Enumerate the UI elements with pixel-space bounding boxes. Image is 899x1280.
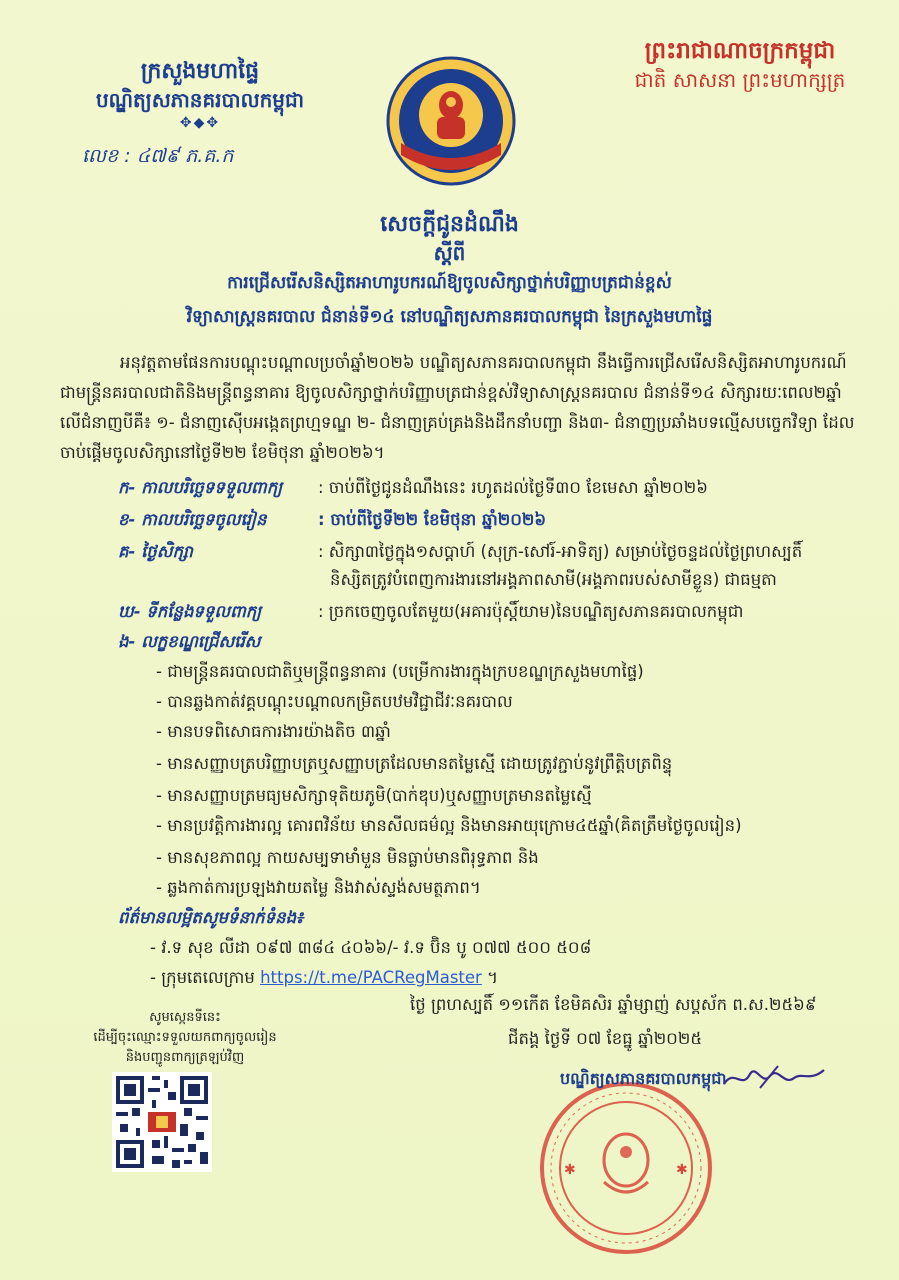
intro-paragraph: អនុវត្តតាមផែនការបណ្តុះបណ្តាលប្រចាំឆ្នាំ២០២៦ បណ្ឌិត្យសភានគរបាលកម្ពុជា នឹងធ្វើការជ្រើសរើសនិស្សិតអាហារូបករណ៍ជាមន្ត្រីនគរបាលជាតិនិងមន្ត្រីពន្ធនាគារ ឱ្យចូលសិក្សាថ្នាក់បរិញ្ញាបត្រជាន់ខ្ពស់វិទ្យាសាស្ត្រនគរបាល ជំនាន់ទី១៤ សិក្សារយៈពេល២ឆ្នាំ លើជំនាញបីគឺ៖ ១- ជំនាញស៊ើបអង្កេតព្រហ្មទណ្ឌ ២- ជំនាញគ្រប់គ្រងនិងដឹកនាំបញ្ជា និង៣- ជំនាញប្រឆាំងបទល្មើសបច្ចេកវិទ្យា ដែលចាប់ផ្តើមចូលសិក្សានៅថ្ងៃទី២២ ខែមិថុនា ឆ្នាំ២០២៦។	[60, 353, 855, 462]
item-start-date	[118, 506, 266, 534]
qr-code-icon[interactable]	[112, 1072, 212, 1172]
item-label: ក- កាលបរិច្ឆេទទទួលពាក្យ	[118, 478, 283, 497]
lunar-date: ថ្ងៃ ព្រហស្បតិ៍ ១១កើត ខែមិគសិរ ឆ្នាំម្សាញ់ សប្តស័ក ព.ស.២៥៦៩	[410, 995, 817, 1014]
signatory-institution: បណ្ឌិត្យសភានគរបាលកម្ពុជា	[560, 1069, 727, 1088]
item-value: : ចាប់ពីថ្ងៃទី២២ ខែមិថុនា ឆ្នាំ២០២៦	[318, 510, 547, 529]
item-label: គ- ថ្ងៃសិក្សា	[118, 542, 193, 561]
telegram-label: - ក្រុមតេលេក្រាម	[150, 968, 255, 987]
contact-phones: - វ.ទ សុខ លីដា ០៩៧ ៣៨៤ ៤០៦៦/- វ.ទ ប៊ិន បូ ០៧៧ ៥០០ ៥០៨	[150, 938, 592, 957]
item-label: ង- លក្ខខណ្ឌជ្រើសរើស	[118, 632, 261, 651]
academy-logo-icon	[385, 55, 517, 187]
qr-note-line2: ដើម្បីចុះឈ្មោះទទួលយកពាក្យចូលរៀន	[93, 1030, 277, 1045]
criteria-item: - មានសញ្ញាបត្របរិញ្ញាបត្រឬសញ្ញាបត្រដែលមានតម្លៃស្មើ ដោយត្រូវភ្ជាប់នូវព្រឹត្តិបត្រពិន្ទុ	[156, 754, 673, 773]
ministry-name: ក្រសួងមហាផ្ទៃ	[140, 59, 260, 84]
header-left	[60, 58, 340, 132]
contact-heading: ព័ត៌មានលម្អិតសូមទំនាក់ទំនង៖	[118, 908, 304, 927]
ornament-divider: ✥◆✥	[179, 115, 221, 131]
telegram-link[interactable]: https://t.me/PACRegMaster	[260, 968, 482, 987]
criteria-item: - មានបទពិសោធការងារយ៉ាងតិច ៣ឆ្នាំ	[156, 722, 391, 741]
item-value: : ច្រកចេញចូលតែមួយ(អគារប៉ុស្តិ៍យាម)នៃបណ្ឌិត្យសភានគរបាលកម្ពុជា	[318, 602, 744, 621]
criteria-item: - ជាមន្ត្រីនគរបាលជាតិឬមន្ត្រីពន្ធនាគារ (បម្រើការងារក្នុងក្របខណ្ឌក្រសួងមហាផ្ទៃ)	[156, 662, 644, 681]
notice-about: ស្តីពី	[433, 241, 466, 265]
item-value: : សិក្សា៣ថ្ងៃក្នុង១សប្តាហ៍ (សុក្រ-សៅរ៍-អាទិត្យ) សម្រាប់ថ្ងៃចន្ទដល់ថ្ងៃព្រហស្បតិ៍	[318, 542, 803, 561]
qr-instructions	[80, 1008, 290, 1068]
national-motto: ជាតិ សាសនា ព្រះមហាក្សត្រ	[634, 68, 846, 92]
notice-subject-line1: ការជ្រើសរើសនិស្សិតអាហារូបករណ៍ឱ្យចូលសិក្សាថ្នាក់បរិញ្ញាបត្រជាន់ខ្ពស់	[227, 273, 672, 293]
item-value-continued: និស្សិតត្រូវបំពេញការងារនៅអង្គភាពសាមី(អង្គភាពរបស់សាមីខ្លួន) ជាធម្មតា	[330, 570, 777, 589]
notice-title: សេចក្តីជូនដំណឹង	[380, 212, 519, 237]
academy-name: បណ្ឌិត្យសភានគរបាលកម្ពុជា	[95, 88, 305, 112]
qr-note-line3: និងបញ្ជូនពាក្យត្រឡប់វិញ	[125, 1050, 245, 1065]
telegram-line	[150, 964, 498, 992]
item-study-days	[118, 538, 193, 566]
svg-text:✱: ✱	[676, 1162, 688, 1178]
notice-subject-line2: វិទ្យាសាស្ត្រនគរបាល ជំនាន់ទី១៤ នៅបណ្ឌិត្យសភានគរបាលកម្ពុជា នៃក្រសួងមហាផ្ទៃ	[186, 307, 713, 327]
header-right	[600, 36, 880, 94]
qr-note-line1: សូមស្កេនទីនេះ	[149, 1010, 221, 1025]
criteria-item: - បានឆ្លងកាត់វគ្គបណ្តុះបណ្តាលកម្រិតបឋមវិជ្ជាជីវៈនគរបាល	[156, 692, 513, 711]
svg-text:✱: ✱	[564, 1162, 576, 1178]
item-application-place	[118, 598, 261, 626]
item-value: : ចាប់ពីថ្ងៃជូនដំណឹងនេះ រហូតដល់ថ្ងៃទី៣០ ខែមេសា ឆ្នាំ២០២៦	[318, 478, 708, 497]
signature-icon	[720, 1060, 830, 1094]
telegram-end: ។	[481, 968, 498, 987]
kingdom-name: ព្រះរាជាណាចក្រកម្ពុជា	[644, 38, 836, 64]
criteria-item: - មានសញ្ញាបត្រមធ្យមសិក្សាទុតិយភូមិ(បាក់ឌុប)ឬសញ្ញាបត្រមានតម្លៃស្មើ	[156, 786, 592, 805]
item-selection-criteria	[118, 628, 260, 656]
criteria-item: - ឆ្លងកាត់ការប្រឡងវាយតម្លៃ និងវាស់ស្ទង់សមត្ថភាព។	[156, 878, 481, 897]
item-label: ខ- កាលបរិច្ឆេទចូលរៀន	[118, 510, 267, 529]
official-stamp-icon	[536, 1078, 716, 1258]
criteria-item: - មានប្រវត្តិការងារល្អ គោរពវិន័យ មានសីលធម៌ល្អ និងមានអាយុក្រោម៤៥ឆ្នាំ(គិតត្រឹមថ្ងៃចូលរៀន)	[156, 816, 742, 835]
criteria-item: - មានសុខភាពល្អ កាយសម្បទាមាំមួន មិនធ្លាប់មានពិរុទ្ធភាព និង	[156, 848, 539, 867]
reference-number: លេខ : ៤៧៩ ភ.គ.ក	[82, 145, 234, 167]
solar-date: ជីតង្គ ថ្ងៃទី ០៧ ខែធ្នូ ឆ្នាំ២០២៥	[508, 1029, 703, 1048]
item-application-period	[118, 474, 282, 502]
item-label: ឃ- ទីកន្លែងទទួលពាក្យ	[118, 602, 262, 621]
